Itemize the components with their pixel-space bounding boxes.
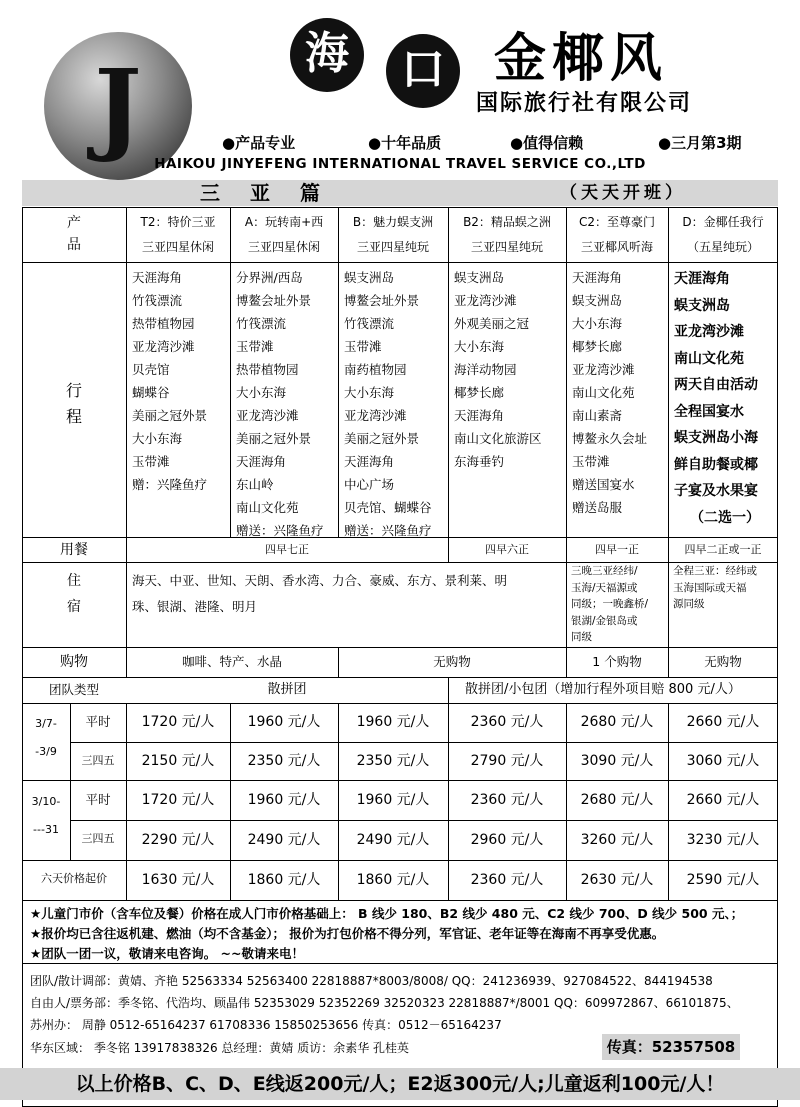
col-divider [448,677,449,703]
hotel-line: 同级；一晚鑫桥/ [571,598,649,610]
itinerary-item: 东山岭 [236,477,274,492]
label-six-day: 六天价格起价 [41,872,107,885]
itinerary-item: 蜈支洲岛 [344,270,395,285]
product-type: 三亚四星纯玩 [470,240,543,254]
itinerary-item: 美丽之冠外景 [344,431,420,446]
product-name: B2：精品蜈之洲 [463,215,551,229]
itinerary-item: 两天自由活动 [674,377,758,393]
product-itinerary-1 [236,266,336,542]
city-char-kou: 口 [386,34,460,108]
itinerary-item: 天涯海角 [572,270,623,285]
hotel-line: 玉海国际或天福 [673,581,747,594]
itinerary-item: 大小东海 [572,316,623,331]
itinerary-item: 竹筏漂流 [132,293,183,308]
itinerary-item: 赠送：兴隆鱼疗 [236,523,324,538]
label-product-1: 产 [67,215,81,231]
product-header-3 [448,210,566,260]
price-cell: 2350 元/人 [247,753,321,769]
hotel-main [132,568,564,620]
itinerary-item: 玉带滩 [344,339,382,354]
itinerary-item: 热带植物园 [236,362,299,377]
product-type: 三亚四星休闲 [247,240,320,254]
row-divider [22,900,778,901]
price-cell: 2660 元/人 [686,792,760,808]
contact-individual-dept: 自由人/票务部：季冬铭、代浩均、顾晶伟 52353029 52352269 32520323 22818887*/8001 QQ：609972867、66101875、 [30,996,739,1010]
itinerary-item: 蝴蝶谷 [132,385,170,400]
price-cell: 2490 元/人 [356,832,430,848]
itinerary-item: 蜈支洲岛 [674,297,730,314]
itinerary-item: 玉带滩 [132,454,170,469]
price-cell: 2680 元/人 [580,792,654,808]
label-meals: 用餐 [60,542,88,558]
row-divider [22,703,778,704]
itinerary-item: 玉带滩 [236,339,274,354]
section-subtitle: （天天开班） [560,183,686,203]
hotel-line: 源同级 [673,598,705,610]
hotel-main-line-2: 珠、银湖、港隆、明月 [132,599,258,614]
note-children: ★儿童门市价（含车位及餐）价格在成人门市价格基础上： B 线少 180、B2 线少 480 元、C2 线少 700、D 线少 500 元、； [30,906,744,921]
label-shopping: 购物 [60,654,88,670]
price-cell: 2150 元/人 [141,753,215,769]
label-hotel-1: 住 [67,573,81,589]
period-1-start: 3/7- [35,717,57,730]
col-divider [126,207,127,677]
price-cell: 1960 元/人 [356,792,430,808]
label-group-type: 团队类型 [48,682,99,697]
itinerary-item: 南山素斋 [572,408,623,423]
col-divider [448,207,449,562]
itinerary-item: 亚龙湾沙滩 [454,293,517,308]
product-type: 三亚四星休闲 [141,240,214,254]
itinerary-item: 东海垂钓 [454,454,505,469]
hotel-line: 三晚三亚经纬/ [571,565,638,577]
product-name: A：玩转南+西 [244,215,324,229]
itinerary-item: 大小东海 [454,339,505,354]
product-name: B：魅力蜈支洲 [352,215,434,229]
price-cell: 2290 元/人 [141,832,215,848]
label-weekday: 平时 [85,714,111,729]
price-cell: 1860 元/人 [247,872,321,888]
feature-1: ●产品专业 [222,134,296,152]
price-cell: 2360 元/人 [470,792,544,808]
label-itinerary-1: 行 [65,381,82,400]
itinerary-item: 子宴及水果宴 [674,483,758,499]
itinerary-item: 蜈支洲岛小海 [674,430,758,446]
itinerary-item: 热带植物园 [132,316,195,331]
section-title: 三亚篇 [200,181,350,205]
label-hotel [22,568,126,620]
itinerary-item: 大小东海 [236,385,287,400]
itinerary-item: 亚龙湾沙滩 [572,362,635,377]
contact-suzhou: 苏州办： 周静 0512-65164237 61708336 15850253656 传真：0512－65164237 [30,1018,502,1032]
city-char-hai: 海 [290,18,364,92]
price-cell: 1960 元/人 [247,792,321,808]
period-2-start: 3/10- [31,795,61,808]
price-cell: 3090 元/人 [580,753,654,769]
itinerary-item: 美丽之冠外景 [132,408,208,423]
itinerary-item: 赠送岛服 [572,500,623,515]
itinerary-item: 椰梦长廊 [572,339,623,354]
itinerary-item: 海洋动物园 [454,362,517,377]
note-group: ★团队一团一议，敬请来电咨询。 ~~敬请来电！ [30,946,305,961]
itinerary-item: 贝壳馆 [132,362,170,377]
shopping-b-b2: 无购物 [433,654,471,669]
bottom-banner: 以上价格B、C、D、E线返200元/人；E2返300元/人;儿童返利100元/人！ [0,1068,800,1100]
col-divider [668,207,669,677]
price-cell: 2630 元/人 [580,872,654,888]
brand-name: 金椰风 [494,29,669,89]
product-header-2 [338,210,448,260]
itinerary-item: 外观美丽之冠 [454,316,530,331]
price-cell: 2490 元/人 [247,832,321,848]
label-hotel-2: 宿 [67,599,81,615]
price-cell: 2680 元/人 [580,714,654,730]
product-type: 三亚四星纯玩 [356,240,429,254]
fax-number: 传真：52357508 [602,1034,740,1060]
price-cell: 1630 元/人 [141,872,215,888]
itinerary-item: 天涯海角 [132,270,183,285]
label-itinerary-2: 程 [65,407,82,426]
product-header-5 [668,210,778,260]
price-cell: 2660 元/人 [686,714,760,730]
itinerary-item: 大小东海 [344,385,395,400]
price-cell: 1960 元/人 [356,714,430,730]
price-cell: 3060 元/人 [686,753,760,769]
price-cell: 2790 元/人 [470,753,544,769]
meals-t2-b: 四早七正 [265,543,309,556]
row-divider [22,647,778,648]
row-divider [22,677,778,678]
meals-b2: 四早六正 [485,543,529,556]
row-divider [70,820,778,821]
label-product-2: 品 [67,237,81,253]
itinerary-item: 赠：兴隆鱼疗 [132,477,208,492]
period-2-end: ---31 [33,823,59,836]
itinerary-item: 竹筏漂流 [236,316,287,331]
itinerary-item: 博鳌永久会址 [572,431,648,446]
product-itinerary-4 [572,266,666,519]
feature-3: ●值得信赖 [510,134,584,152]
note-fees: ★报价均已含往返机建、燃油（均不含基金）； 报价为打包价格不得分列，军官证、老年证等在海南不再享受优惠。 [30,926,665,941]
price-cell: 1860 元/人 [356,872,430,888]
product-itinerary-3 [454,266,564,473]
contact-group-dept: 团队/散计调部：黄婧、齐艳 52563334 52563400 22818887*8003/8008/ QQ：241236939、927084522、844194538 [30,974,713,988]
itinerary-item: 蜈支洲岛 [572,293,623,308]
itinerary-item: 分界洲/西岛 [236,270,303,285]
contact-east-china: 华东区域： 季冬铭 13917838326 总经理：黄婧 质访：余素华 孔桂英 [30,1041,410,1055]
product-itinerary-5 [674,266,776,531]
feature-4: ●三月第3期 [658,134,742,152]
price-cell: 2350 元/人 [356,753,430,769]
shopping-t2-a: 咖啡、特产、水晶 [181,654,282,669]
label-period-2 [22,788,70,844]
product-header-4 [566,210,668,260]
period-1-end: -3/9 [35,745,57,758]
itinerary-item: 亚龙湾沙滩 [236,408,299,423]
label-weekend-2: 三四五 [81,832,115,845]
product-type: （五星纯玩） [686,240,759,254]
group-type-small: 散拼团/小包团（增加行程外项目赔 800 元/人） [465,682,741,697]
meals-c2: 四早一正 [595,543,639,556]
hotel-line: 全程三亚：经纬或 [673,565,757,577]
shopping-d: 无购物 [704,654,742,669]
itinerary-item: 赠送国宴水 [572,477,635,492]
itinerary-item: 赠送：兴隆鱼疗 [344,523,432,538]
hotel-line: 银湖/金银岛或 [571,614,638,627]
brand-subtitle: 国际旅行社有限公司 [476,91,693,116]
itinerary-item: 贝壳馆、蝴蝶谷 [344,500,432,515]
price-cell: 1960 元/人 [247,714,321,730]
product-name: D：金椰任我行 [682,215,764,229]
itinerary-item: 天涯海角 [454,408,505,423]
itinerary-item: 博鳌会址外景 [344,293,420,308]
label-product [22,212,126,256]
itinerary-item: 南山文化苑 [236,500,299,515]
itinerary-item: 大小东海 [132,431,183,446]
product-header-0 [126,210,230,260]
itinerary-item: 全程国宴水 [674,403,744,420]
itinerary-item: 玉带滩 [572,454,610,469]
itinerary-item: 南药植物园 [344,362,407,377]
col-divider [566,207,567,677]
row-divider [70,742,778,743]
itinerary-item: （二选一） [690,509,760,526]
itinerary-item: 亚龙湾沙滩 [344,408,407,423]
hotel-c2 [571,563,667,646]
row-divider [22,780,778,781]
price-cell: 2360 元/人 [470,714,544,730]
price-cell: 2960 元/人 [470,832,544,848]
hotel-line: 同级 [571,631,592,643]
itinerary-item: 蜈支洲岛 [454,270,505,285]
meals-d: 四早二正或一正 [684,543,762,556]
shopping-c2: 1 个购物 [592,654,642,669]
group-type-scattered: 散拼团 [267,682,307,697]
product-type: 三亚椰风听海 [580,240,653,254]
hotel-line: 玉海/天福源或 [571,581,638,594]
itinerary-item: 博鳌会址外景 [236,293,312,308]
itinerary-item: 竹筏漂流 [344,316,395,331]
itinerary-item: 南山文化苑 [674,350,744,367]
itinerary-item: 南山文化旅游区 [454,431,542,446]
row-divider [22,963,778,964]
itinerary-item: 天涯海角 [236,454,287,469]
hotel-d [673,563,777,613]
hotel-main-line-1: 海天、中亚、世知、天朗、香水湾、力合、豪威、东方、景利莱、明 [132,573,508,588]
label-itinerary [22,378,126,430]
price-cell: 3230 元/人 [686,832,760,848]
price-cell: 1720 元/人 [141,714,215,730]
itinerary-item: 美丽之冠外景 [236,431,312,446]
product-name: C2：至尊豪门 [578,215,655,229]
product-name: T2：特价三亚 [140,215,216,229]
price-cell: 2360 元/人 [470,872,544,888]
itinerary-item: 椰梦长廊 [454,385,505,400]
logo-letter: J [94,47,142,165]
itinerary-item: 亚龙湾沙滩 [674,324,744,340]
label-weekday-2: 平时 [85,792,111,807]
itinerary-item: 鲜自助餐或椰 [674,456,758,473]
price-cell: 3260 元/人 [580,832,654,848]
itinerary-item: 天涯海角 [344,454,395,469]
row-divider [22,262,778,263]
itinerary-item: 天涯海角 [674,271,730,287]
price-cell: 1720 元/人 [141,792,215,808]
row-divider [22,860,778,861]
label-period-1 [22,710,70,766]
feature-2: ●十年品质 [368,134,442,152]
product-itinerary-2 [344,266,446,542]
product-itinerary-0 [132,266,228,496]
itinerary-item: 中心广场 [344,477,395,492]
label-weekend: 三四五 [81,754,115,767]
product-header-1 [230,210,338,260]
itinerary-item: 南山文化苑 [572,385,635,400]
itinerary-item: 亚龙湾沙滩 [132,339,195,354]
english-company-name: HAIKOU JINYEFENG INTERNATIONAL TRAVEL SERVICE CO.,LTD [154,156,646,172]
price-cell: 2590 元/人 [686,872,760,888]
